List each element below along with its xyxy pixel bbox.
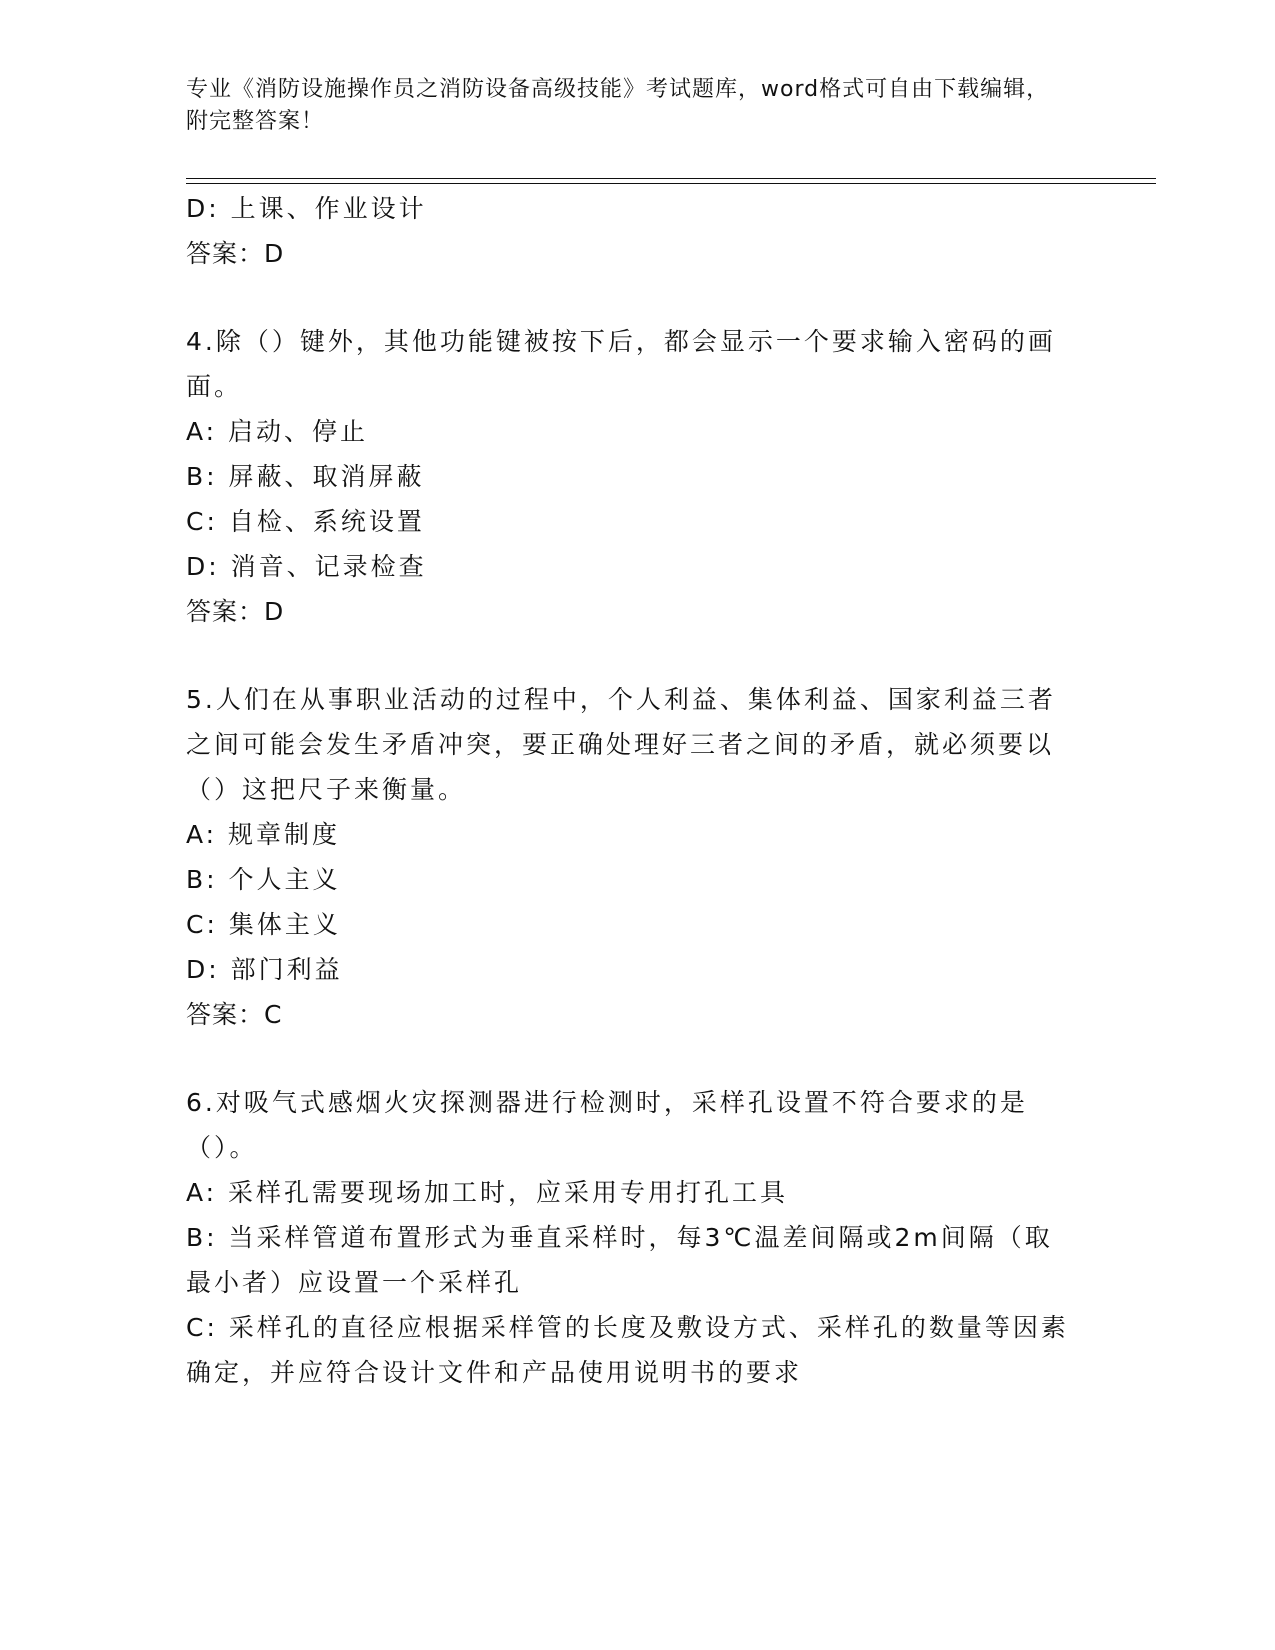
prev-option-d: D: 上课、作业设计: [186, 194, 427, 223]
option-a: A: 启动、停止: [186, 417, 369, 446]
option-b: B: 当采样管道布置形式为垂直采样时，每3℃温差间隔或2m间隔（取最小者）应设置一个采样孔: [186, 1223, 1053, 1297]
question-6: [186, 1080, 1076, 1395]
option-c: C: 自检、系统设置: [186, 507, 425, 536]
question-5: [186, 677, 1076, 1037]
option-a: A: 规章制度: [186, 820, 341, 849]
header-rule-top: [186, 178, 1156, 179]
prev-answer: 答案：D: [186, 239, 285, 268]
header-rule-bottom: [186, 183, 1156, 184]
option-a: A: 采样孔需要现场加工时，应采用专用打孔工具: [186, 1178, 789, 1207]
question-stem: 6.对吸气式感烟火灾探测器进行检测时，采样孔设置不符合要求的是（）。: [186, 1088, 1028, 1162]
document-header: 专业《消防设施操作员之消防设备高级技能》考试题库，word格式可自由下载编辑，附完整答案！: [186, 77, 1050, 134]
option-c: C: 集体主义: [186, 910, 341, 939]
option-b: B: 个人主义: [186, 865, 341, 894]
option-c: C: 采样孔的直径应根据采样管的长度及敷设方式、采样孔的数量等因素确定，并应符合设计文件和产品使用说明书的要求: [186, 1313, 1069, 1387]
question-content: [186, 186, 1076, 1395]
answer: 答案：D: [186, 597, 285, 626]
option-d: D: 部门利益: [186, 955, 343, 984]
question-4: [186, 319, 1076, 634]
option-b: B: 屏蔽、取消屏蔽: [186, 462, 425, 491]
option-d: D: 消音、记录检查: [186, 552, 427, 581]
question-stem: 4.除（）键外，其他功能键被按下后，都会显示一个要求输入密码的画面。: [186, 327, 1056, 401]
question-stem: 5.人们在从事职业活动的过程中，个人利益、集体利益、国家利益三者之间可能会发生矛盾冲突，要正确处理好三者之间的矛盾，就必须要以（）这把尺子来衡量。: [186, 685, 1056, 804]
answer: 答案：C: [186, 1000, 283, 1029]
